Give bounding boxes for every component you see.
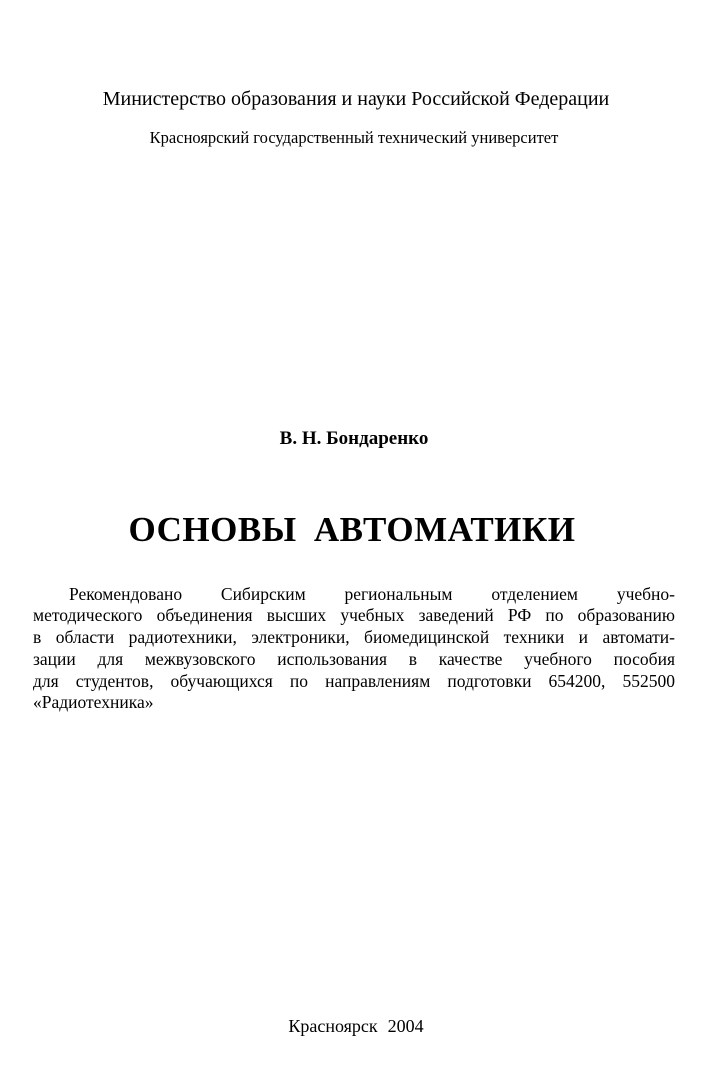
publication-year: 2004	[387, 1016, 424, 1036]
ministry-name: Министерство образования и науки Российской Федерации	[102, 88, 610, 110]
book-title-text: ОСНОВЫ АВТОМАТИКИ	[128, 510, 576, 549]
recommendation-line: Рекомендовано Сибирским региональным отделением учебно-	[69, 584, 675, 604]
imprint	[4, 1016, 704, 1037]
book-title	[0, 510, 704, 550]
recommendation-line: зации для межвузовского использования в качестве учебного пособия	[33, 649, 675, 669]
recommendation-line: для студентов, обучающихся по направлениям подготовки 654200, 552500	[33, 671, 675, 691]
recommendation-line: методического объединения высших учебных заведений РФ по образованию	[33, 605, 675, 625]
author-name: В. Н. Бондаренко	[279, 428, 429, 449]
recommendation-line: «Радиотехника»	[33, 692, 154, 712]
recommendation-line: в области радиотехники, электроники, биомедицинской техники и автомати-	[33, 627, 675, 647]
university-name: Красноярский государственный технический университет	[149, 128, 559, 147]
publication-city: Красноярск	[288, 1016, 378, 1036]
